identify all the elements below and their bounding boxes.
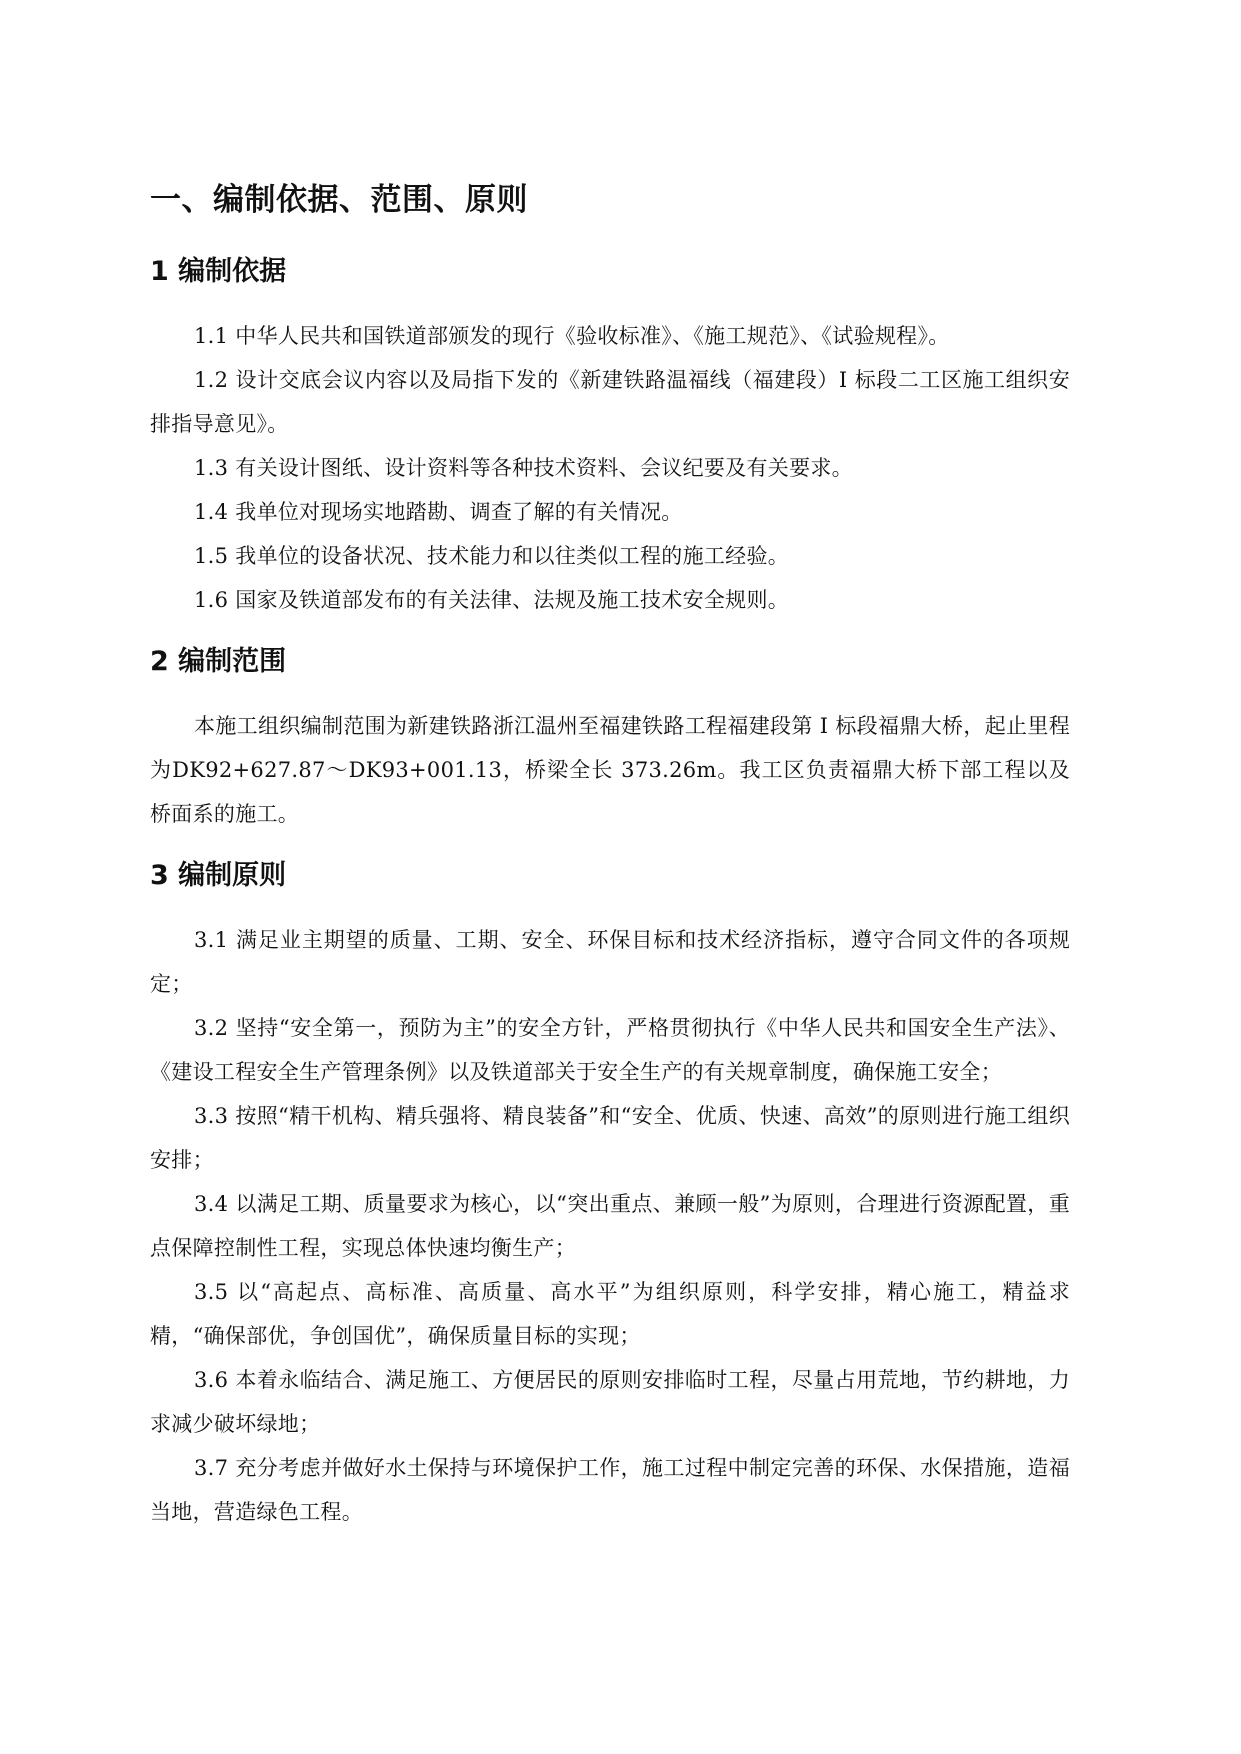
principle-item-3-3: 3.3 按照“精干机构、精兵强将、精良装备”和“安全、优质、快速、高效”的原则进行施工组织安排； [150, 1104, 1070, 1172]
main-heading: 一、编制依据、范围、原则 [150, 182, 528, 218]
principle-item-3-2: 3.2 坚持“安全第一，预防为主”的安全方针，严格贯彻执行《中华人民共和国安全生产法》、《建设工程安全生产管理条例》以及铁道部关于安全生产的有关规章制度，确保施工安全； [150, 1016, 1070, 1084]
basis-item-1-5: 1.5 我单位的设备状况、技术能力和以往类似工程的施工经验。 [194, 544, 790, 568]
basis-item-1-2: 1.2 设计交底会议内容以及局指下发的《新建铁路温福线（福建段）I 标段二工区施工组织安排指导意见》。 [150, 368, 1070, 436]
section-basis [150, 254, 1070, 622]
principle-item-3-4: 3.4 以满足工期、质量要求为核心，以“突出重点、兼顾一般”为原则，合理进行资源配置，重点保障控制性工程，实现总体快速均衡生产； [150, 1192, 1070, 1260]
basis-item-1-1: 1.1 中华人民共和国铁道部颁发的现行《验收标准》、《施工规范》、《试验规程》。 [194, 324, 950, 348]
section-heading-principles: 3 编制原则 [150, 860, 287, 891]
scope-paragraph: 本施工组织编制范围为新建铁路浙江温州至福建铁路工程福建段第 I 标段福鼎大桥，起止里程为DK92+627.87～DK93+001.13，桥梁全长 373.26m。我工区负责福鼎大桥下部工程以及桥面系的施工。 [150, 714, 1070, 826]
section-principles [150, 858, 1070, 1534]
section-scope [150, 644, 1070, 836]
principle-item-3-1: 3.1 满足业主期望的质量、工期、安全、环保目标和技术经济指标，遵守合同文件的各项规定； [150, 928, 1070, 996]
principle-item-3-7: 3.7 充分考虑并做好水土保持与环境保护工作，施工过程中制定完善的环保、水保措施，造福当地，营造绿色工程。 [150, 1456, 1070, 1524]
document-content [150, 180, 1070, 1556]
principle-item-3-6: 3.6 本着永临结合、满足施工、方便居民的原则安排临时工程，尽量占用荒地，节约耕地，力求减少破坏绿地； [150, 1368, 1070, 1436]
basis-item-1-4: 1.4 我单位对现场实地踏勘、调查了解的有关情况。 [194, 500, 683, 524]
basis-item-1-3: 1.3 有关设计图纸、设计资料等各种技术资料、会议纪要及有关要求。 [194, 456, 853, 480]
basis-item-1-6: 1.6 国家及铁道部发布的有关法律、法规及施工技术安全规则。 [194, 588, 790, 612]
principle-item-3-5: 3.5 以“高起点、高标准、高质量、高水平”为组织原则，科学安排，精心施工，精益求精，“确保部优，争创国优”，确保质量目标的实现； [150, 1280, 1070, 1348]
section-heading-scope: 2 编制范围 [150, 646, 287, 677]
section-heading-basis: 1 编制依据 [150, 256, 287, 287]
